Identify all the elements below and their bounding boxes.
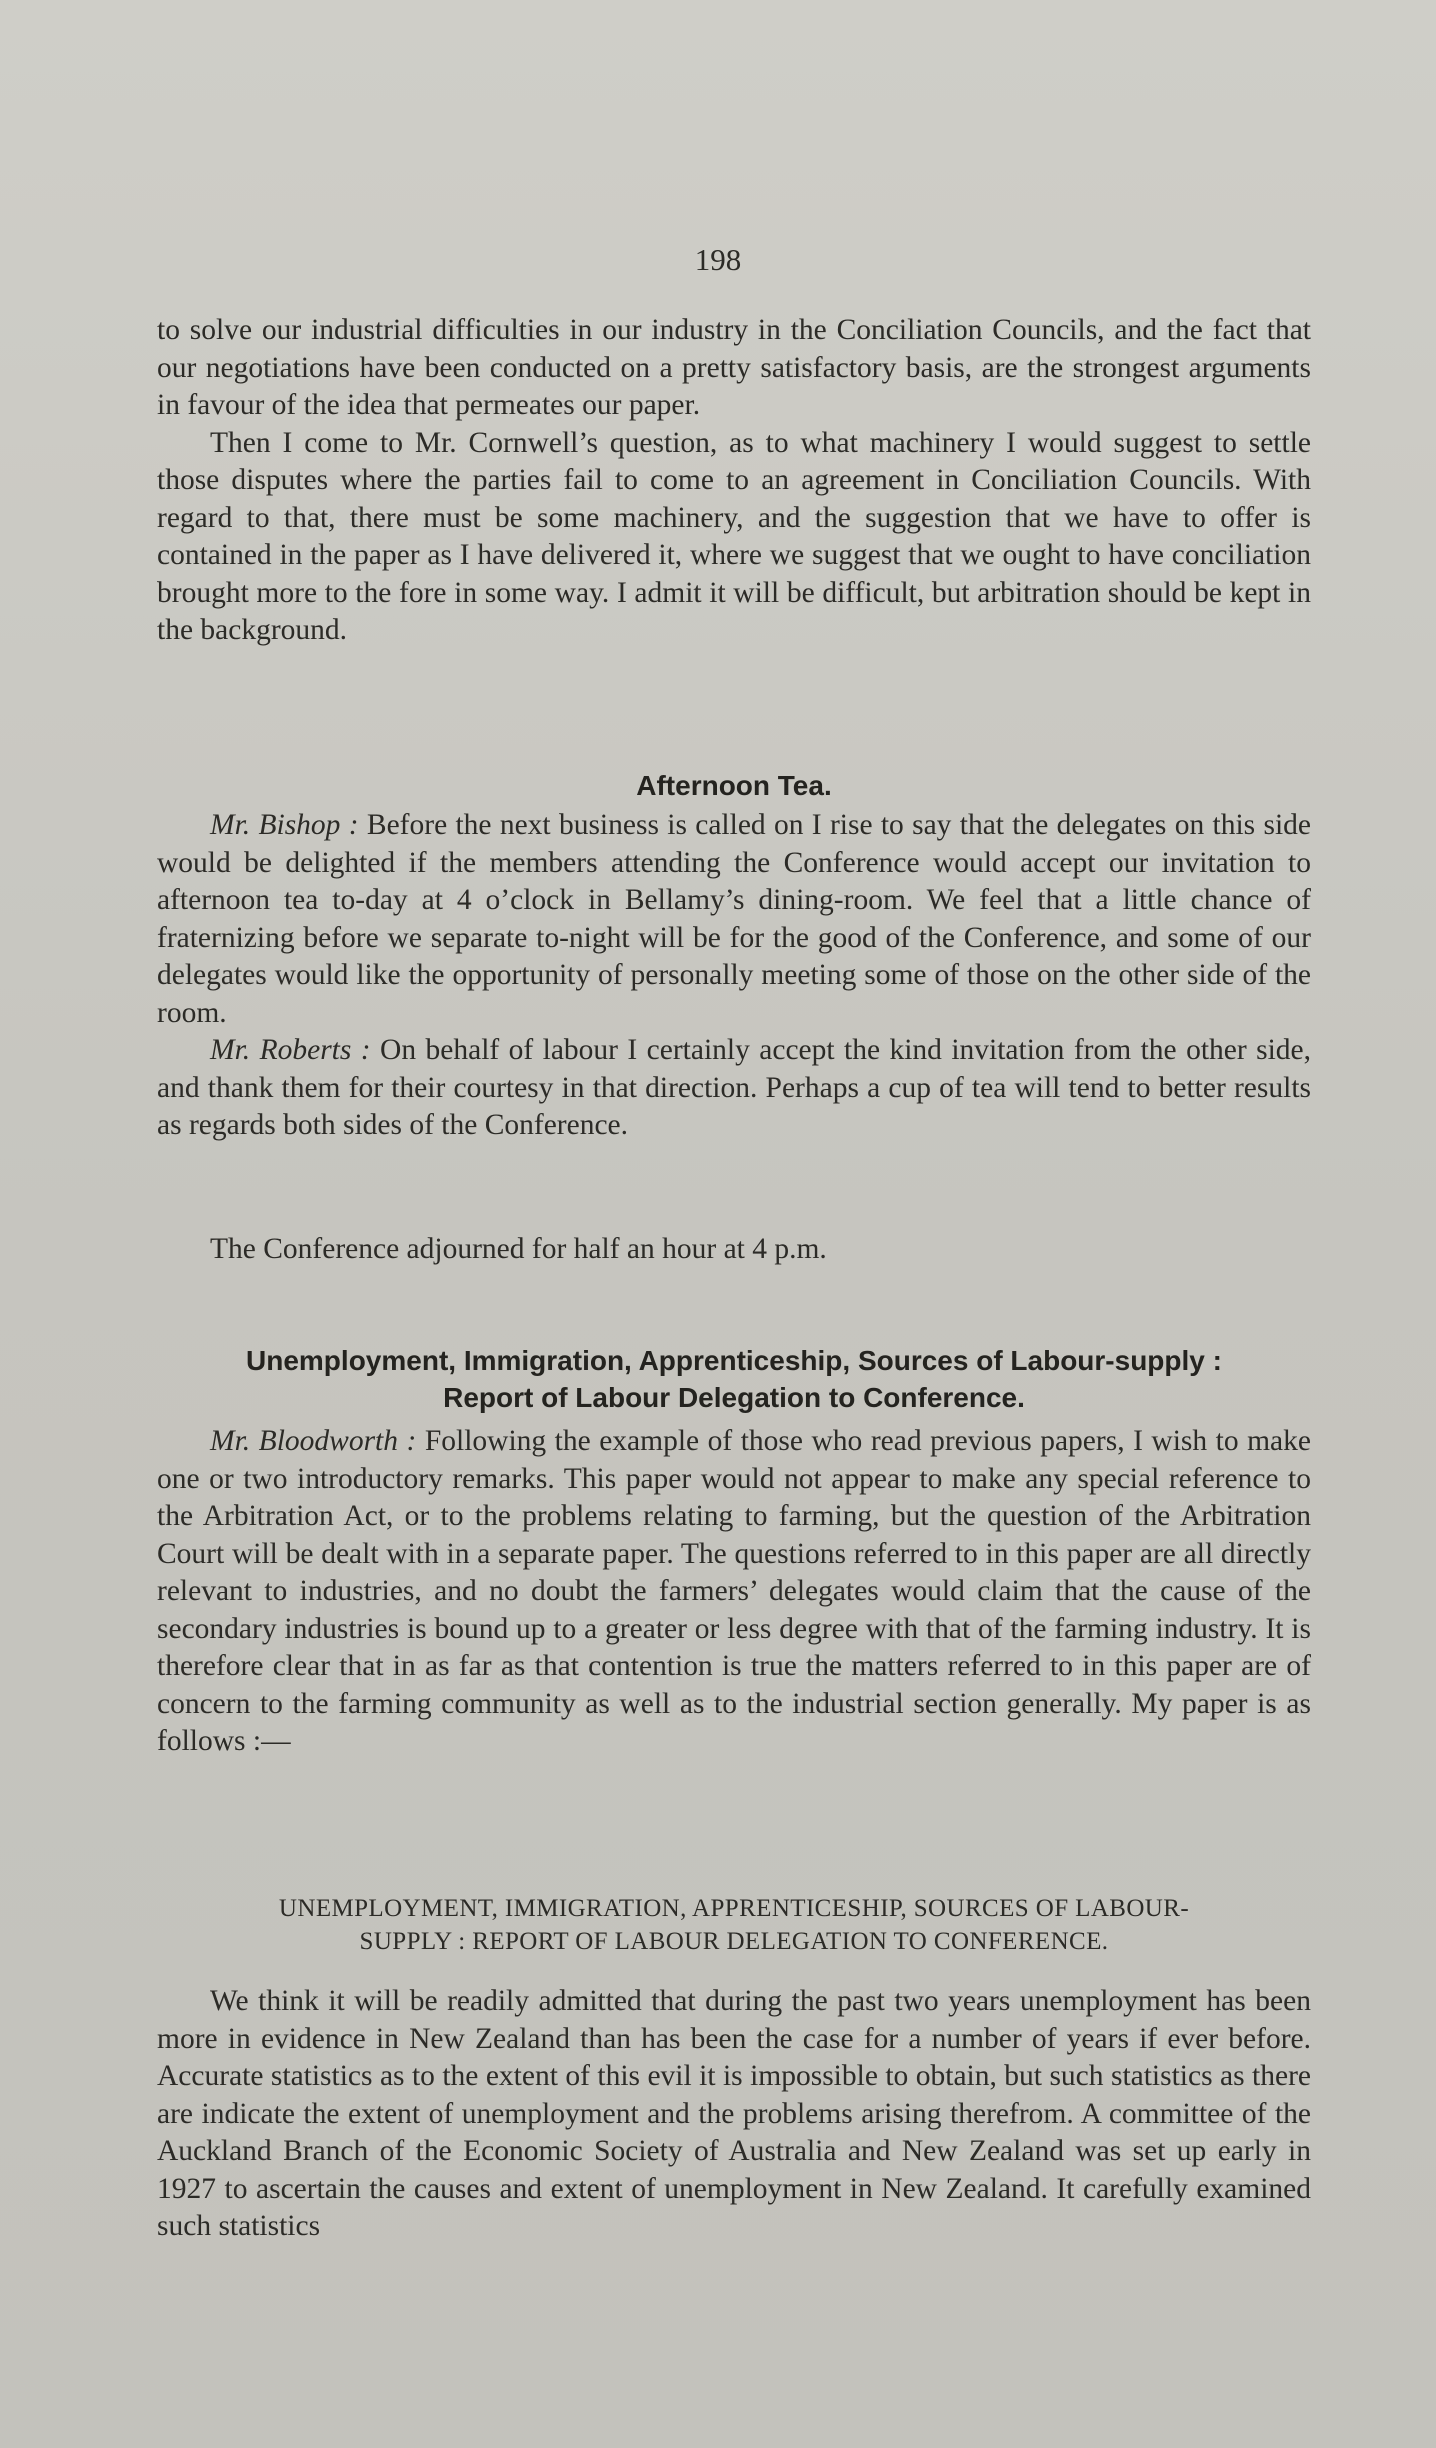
section-heading-unemployment <box>157 1342 1311 1416</box>
report-title-line: SUPPLY : REPORT OF LABOUR DELEGATION TO CONFERENCE. <box>359 1928 1109 1955</box>
paragraph: We think it will be readily admitted that during the past two years unemployment has been more in evidence in New Zealand than has been the case for a number of years if ever before. Accurate statistics as to the extent of this evil it is impossible to obtain, but such statistics as there are indicate the extent of unemployment and the problems arising therefrom. A committee of the Auckland Branch of the Economic Society of Australia and New Zealand was set up early in 1927 to ascertain the causes and extent of unemployment in New Zealand. It carefully examined such statistics <box>157 1985 1311 2242</box>
page-number: 198 <box>694 242 742 277</box>
report-body <box>157 1983 1311 2246</box>
report-title-line: UNEMPLOYMENT, IMMIGRATION, APPRENTICESHIP, SOURCES OF LABOUR- <box>278 1895 1190 1922</box>
speaker-name: Mr. Bishop : <box>210 809 359 841</box>
speech-text: On behalf of labour I certainly accept the kind invitation from the other side, and thank them for their courtesy in that direction. Perhaps a cup of tea will tend to better results as regards both sides of the Conference. <box>157 1034 1311 1141</box>
paragraph: The Conference adjourned for half an hour at 4 p.m. <box>210 1233 827 1265</box>
speech-text: Following the example of those who read previous papers, I wish to make one or two introductory remarks. This paper would not appear to make any special reference to the Arbitration Act, or to the problems relating to farming, but the question of the Arbitration Court will be dealt with in a separate paper. The questions referred to in this paper are all directly relevant to industries, and no doubt the farmers’ delegates would claim that the cause of the secondary industries is bound up to a greater or less degree with that of the farming industry. It is therefore clear that in as far as that contention is true the matters referred to in this paper are of concern to the farming community as well as to the industrial section generally. My paper is as follows :— <box>157 1425 1311 1757</box>
speech-bloodworth <box>157 1423 1311 1761</box>
heading-line: Report of Labour Delegation to Conference. <box>443 1382 1025 1413</box>
heading-line: Unemployment, Immigration, Apprenticeship, Sources of Labour-supply : <box>246 1345 1222 1376</box>
opening-section <box>157 312 1311 650</box>
adjournment-note <box>157 1231 1311 1269</box>
speech-text: Before the next business is called on I rise to say that the delegates on this side would be delighted if the members attending the Conference would accept our invitation to afternoon tea to-day at 4 o’clock in Bellamy’s dining-room. We feel that a little chance of fraternizing before we separate to-night will be for the good of the Conference, and some of our delegates would like the opportunity of personally meeting some of those on the other side of the room. <box>157 809 1312 1029</box>
report-title <box>157 1892 1311 1958</box>
section-heading-afternoon-tea: Afternoon Tea. <box>636 770 832 801</box>
speaker-name: Mr. Roberts : <box>210 1034 371 1066</box>
paragraph: Then I come to Mr. Cornwell’s question, as to what machinery I would suggest to settle those disputes where the parties fail to come to an agreement in Conciliation Councils. With regard to that, there must be some machinery, and the suggestion that we have to offer is contained in the paper as I have delivered it, where we suggest that we ought to have conciliation brought more to the fore in some way. I admit it will be difficult, but arbitration should be kept in the background. <box>157 426 1311 646</box>
speech-bishop <box>157 807 1311 1032</box>
speaker-name: Mr. Bloodworth : <box>210 1425 417 1457</box>
bloodworth-section <box>157 1423 1311 1761</box>
afternoon-tea-section <box>157 807 1311 1145</box>
speech-roberts <box>157 1032 1311 1145</box>
paragraph: to solve our industrial difficulties in our industry in the Conciliation Councils, and the fact that our negotiations have been conducted on a pretty satisfactory basis, are the strongest arguments in favour of the idea that permeates our paper. <box>157 314 1311 421</box>
